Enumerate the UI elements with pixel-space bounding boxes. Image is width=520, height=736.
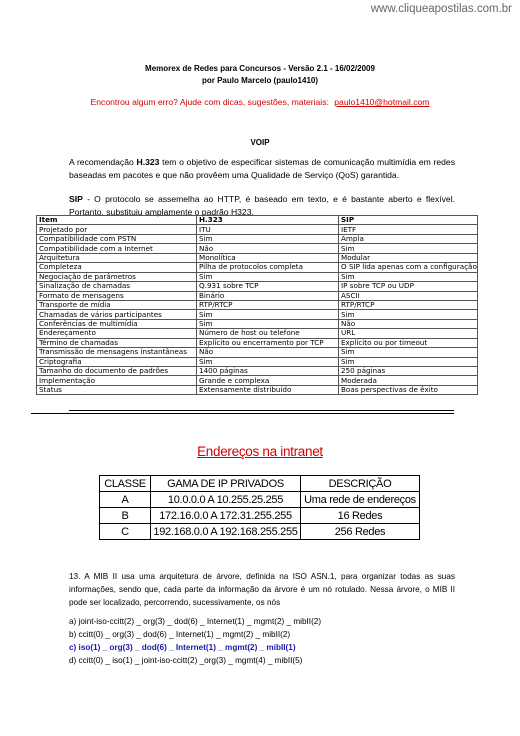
table-cell: 192.168.0.0 A 192.168.255.255 <box>151 524 301 540</box>
table-cell: Status <box>37 385 197 394</box>
document-author: por Paulo Marcelo (paulo1410) <box>201 76 319 85</box>
table-cell: Boas perspectivas de êxito <box>339 385 478 394</box>
table-row <box>37 385 478 394</box>
table-row <box>37 338 478 347</box>
table-cell: Transporte de mídia <box>37 300 197 309</box>
table-cell: 16 Redes <box>301 508 420 524</box>
question-option-b: b) ccitt(0) _ org(3) _ dod(6) _ Internet(1) _ mgmt(2) _ mibII(2) <box>69 630 291 639</box>
table-cell: Sinalização de chamadas <box>37 282 197 291</box>
table-cell: 256 Redes <box>301 524 420 540</box>
table-cell: Sim <box>339 357 478 366</box>
table-cell: Negociação de parâmetros <box>37 272 197 281</box>
table-cell: Moderada <box>339 376 478 385</box>
table-cell: Sim <box>339 244 478 253</box>
table-cell: Não <box>339 319 478 328</box>
divider-line <box>69 410 454 411</box>
table-row <box>37 291 478 300</box>
table-row <box>37 272 478 281</box>
table-row <box>37 253 478 262</box>
question-option-c: c) iso(1) _ org(3) _ dod(6) _ Internet(1) _ mgmt(2) _ mibII(1) <box>69 643 296 652</box>
table-cell: Grande e complexa <box>197 376 339 385</box>
table-cell: Sim <box>197 319 339 328</box>
table-cell: Binário <box>197 291 339 300</box>
table-cell: Endereçamento <box>37 329 197 338</box>
table-cell: Projetado por <box>37 225 197 234</box>
table-cell: O SIP lida apenas com a configuração <box>339 263 478 272</box>
question-option-d: d) ccitt(0) _ iso(1) _ joint-iso-ccitt(2) _org(3) _ mgmt(4) _ mibII(5) <box>69 656 303 665</box>
table-row <box>37 367 478 376</box>
table-cell: ITU <box>197 225 339 234</box>
table-cell: 10.0.0.0 A 10.255.25.255 <box>151 492 301 508</box>
column-header: H.323 <box>197 216 339 225</box>
table-cell: Sim <box>339 310 478 319</box>
table-cell: RTP/RTCP <box>339 300 478 309</box>
table-cell: IETF <box>339 225 478 234</box>
table-cell: A <box>100 492 151 508</box>
h323-para-pre: A recomendação <box>69 157 137 167</box>
table-row <box>37 282 478 291</box>
table-cell: 250 páginas <box>339 367 478 376</box>
table-cell: B <box>100 508 151 524</box>
table-cell: Criptografia <box>37 357 197 366</box>
table-cell: Uma rede de endereços <box>301 492 420 508</box>
table-cell: 172.16.0.0 A 172.31.255.255 <box>151 508 301 524</box>
sip-term: SIP <box>69 194 83 204</box>
table-cell: Número de host ou telefone <box>197 329 339 338</box>
table-cell: Chamadas de vários participantes <box>37 310 197 319</box>
table-row <box>37 348 478 357</box>
column-header: DESCRIÇÃO <box>301 476 420 492</box>
watermark-url: www.cliqueapostilas.com.br <box>370 3 512 15</box>
table-row <box>37 300 478 309</box>
table-cell: Sim <box>197 272 339 281</box>
table-row <box>37 234 478 243</box>
table-row <box>100 524 420 540</box>
table-cell: Q.931 sobre TCP <box>197 282 339 291</box>
table-row <box>37 263 478 272</box>
table-cell: Modular <box>339 253 478 262</box>
h323-sip-comparison-table <box>36 215 478 395</box>
table-row <box>37 225 478 234</box>
table-cell: ASCII <box>339 291 478 300</box>
document-title: Memorex de Redes para Concursos - Versão 2.1 - 16/02/2009 <box>145 64 375 73</box>
table-cell: Transmissão de mensagens instantâneas <box>37 348 197 357</box>
h323-term: H.323 <box>136 157 160 167</box>
table-cell: Extensamente distribuído <box>197 385 339 394</box>
table-cell: RTP/RTCP <box>197 300 339 309</box>
table-cell: Tamanho do documento de padrões <box>37 367 197 376</box>
divider-line <box>31 413 454 414</box>
table-cell: Completeza <box>37 263 197 272</box>
table-cell: Monolítica <box>197 253 339 262</box>
table-cell: URL <box>339 329 478 338</box>
table-row <box>37 244 478 253</box>
table-cell: IP sobre TCP ou UDP <box>339 282 478 291</box>
table-cell: Explícito ou por timeout <box>339 338 478 347</box>
sip-para-post: - O protocolo se assemelha ao HTTP, é baseado em texto, e é bastante aberto e flexível. Portanto, substituiu amplamente o padrão H323. <box>69 194 455 217</box>
table-row <box>37 357 478 366</box>
table-cell: Compatibilidade com a Internet <box>37 244 197 253</box>
table-cell: Sim <box>197 357 339 366</box>
table-row <box>100 508 420 524</box>
table-cell: Sim <box>197 234 339 243</box>
voip-heading: VOIP <box>250 138 270 147</box>
error-report-text: Encontrou algum erro? Ajude com dicas, sugestões, materiais: <box>90 97 329 107</box>
table-row <box>37 310 478 319</box>
table-cell: Pilha de protocolos completa <box>197 263 339 272</box>
private-ip-table <box>99 475 420 540</box>
table-cell: Sim <box>339 272 478 281</box>
table-row <box>37 319 478 328</box>
column-header: Item <box>37 216 197 225</box>
table-cell: Não <box>197 244 339 253</box>
table-cell: Arquitetura <box>37 253 197 262</box>
h323-para-post: tem o objetivo de especificar sistemas de comunicação multimídia em redes baseadas em pacotes e que não provêem uma Qualidade de Serviço (QoS) garantida. <box>69 157 455 180</box>
table-row <box>37 329 478 338</box>
table-cell: Não <box>197 348 339 357</box>
table-header-row <box>37 216 478 225</box>
table-cell: Sim <box>339 348 478 357</box>
table-cell: 1400 páginas <box>197 367 339 376</box>
table-cell: Explícito ou encerramento por TCP <box>197 338 339 347</box>
table-cell: Conferências de multimídia <box>37 319 197 328</box>
question-option-a: a) joint-iso-ccitt(2) _ org(3) _ dod(6) _ Internet(1) _ mgmt(2) _ mibII(2) <box>69 617 322 626</box>
question-13-text: 13. A MIB II usa uma arquitetura de árvore, definida na ISO ASN.1, para organizar todas as suas informações, sendo que, cada parte da informação da árvore é um nó rotulado. Nessa árvore, o MIB II pode ser localizado, percorrendo, sucessivamente, os nós <box>69 572 455 607</box>
table-header-row <box>100 476 420 492</box>
table-cell: C <box>100 524 151 540</box>
email-link[interactable]: paulo1410@hotmail.com <box>334 97 430 107</box>
table-cell: Compatibilidade com PSTN <box>37 234 197 243</box>
table-row <box>37 376 478 385</box>
table-cell: Término de chamadas <box>37 338 197 347</box>
table-cell: Ampla <box>339 234 478 243</box>
h323-paragraph <box>69 156 455 182</box>
error-report-line <box>0 97 520 107</box>
table-row <box>100 492 420 508</box>
table-cell: Sim <box>197 310 339 319</box>
column-header: CLASSE <box>100 476 151 492</box>
column-header: GAMA DE IP PRIVADOS <box>151 476 301 492</box>
table-cell: Formato de mensagens <box>37 291 197 300</box>
column-header: SIP <box>339 216 478 225</box>
table-cell: Implementação <box>37 376 197 385</box>
intranet-heading: Endereços na intranet <box>197 444 323 459</box>
